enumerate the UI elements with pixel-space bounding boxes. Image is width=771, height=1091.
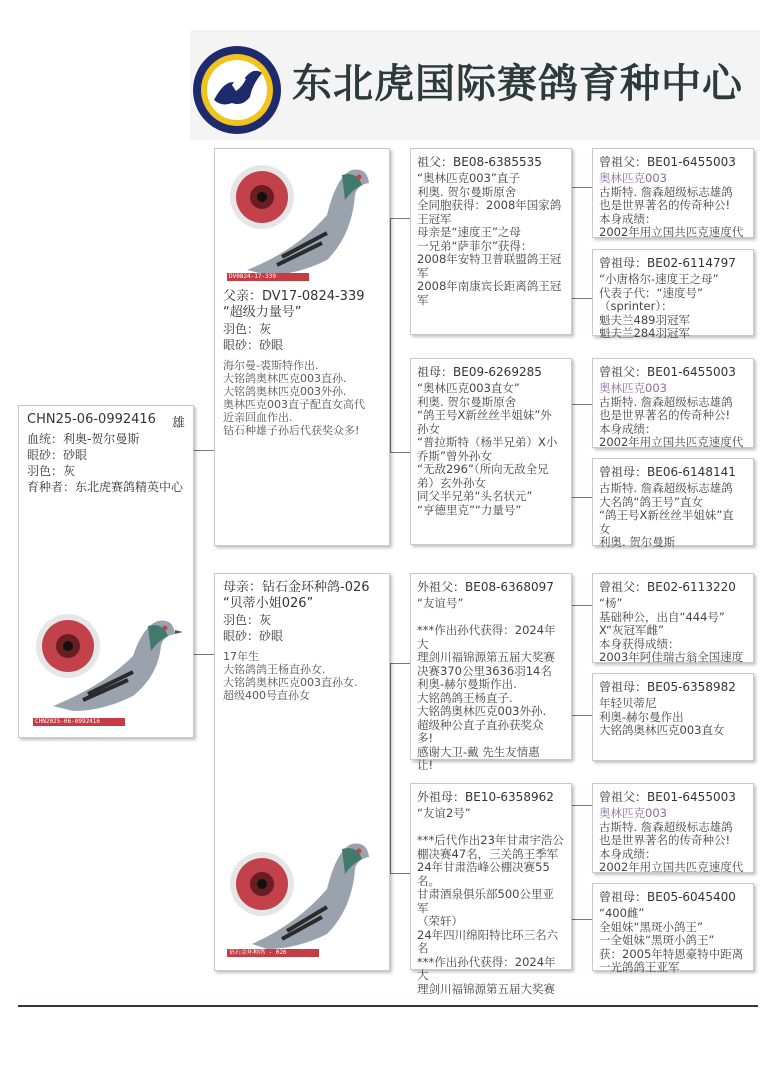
page-title: 东北虎国际赛鸽育种中心 bbox=[292, 61, 743, 107]
father-photo-caption: DV0824-17-339 bbox=[227, 273, 309, 281]
ggp-title: 曾祖母：BE05-6045400 bbox=[599, 890, 736, 904]
connector-line bbox=[390, 873, 410, 874]
subject-pigeon-photo bbox=[33, 596, 183, 721]
connector-line bbox=[390, 218, 410, 219]
connector-line bbox=[194, 654, 214, 655]
mother-pigeon-photo bbox=[227, 829, 377, 957]
ggp-title: 曾祖父：BE01-6455003 bbox=[599, 155, 736, 169]
connector-line bbox=[390, 663, 391, 873]
ggp-highlight: 奥林匹克003 bbox=[599, 171, 667, 185]
subject-card bbox=[18, 405, 194, 738]
gp-title: 祖父：BE08-6385535 bbox=[417, 155, 542, 169]
mother-title: 母亲：钻石金环种鸽-026 bbox=[223, 580, 370, 595]
gp-title: 外祖母：BE10-6358962 bbox=[417, 790, 554, 804]
connector-line bbox=[390, 218, 391, 452]
connector-line bbox=[572, 497, 592, 498]
grandmother-maternal-card bbox=[410, 783, 572, 996]
ggp-description: 年轻贝蒂尼 利奥-赫尔曼作出 大铭鸽奥林匹克003直女 bbox=[599, 696, 725, 737]
ggp-title: 曾祖母：BE06-6148141 bbox=[599, 465, 736, 479]
gp-description: “友谊2号” ***后代作出23年甘肃宇浩公 棚决赛47名，三关鸽王季军 24年甘肃浩峰公棚决赛55 名。 甘肃酒泉俱乐部500公里亚军 （荣轩） 24年四川绵阳特比环三名六 名 ***作出孙代获得：2024年大 理剑川福锦源第五届大奖赛 bbox=[417, 806, 564, 996]
father-card bbox=[214, 148, 390, 546]
gp-description: “友谊号” ***作出孙代获得：2024年大 理剑川福锦源第五届大奖赛 决赛370公里3636羽14名 利奥-赫尔曼斯作出. 大铭鸽鸽王杨直子. 大铭鸽奥林匹克003外孙. 超级种公直子直孙获奖众 多! 感谢大卫-戴 先生友情惠 让! bbox=[417, 596, 556, 772]
subject-eye: 眼砂：砂眼 bbox=[27, 448, 88, 462]
ggp-description: 古斯特. 詹森超级标志雄鸽 也是世界著名的传奇种公! 本身成绩： 2002年用立国共匹克速度代 bbox=[599, 819, 744, 874]
grandfather-paternal-card bbox=[410, 148, 572, 335]
ggp-highlight: 奥林匹克003 bbox=[599, 381, 667, 395]
great-grandparent-card bbox=[592, 783, 754, 873]
subject-breeder: 育种者：东北虎赛鸽精英中心 bbox=[27, 480, 184, 494]
connector-line bbox=[390, 663, 410, 664]
father-title: 父亲：DV17-0824-339 bbox=[223, 289, 365, 304]
great-grandparent-card bbox=[592, 573, 754, 663]
great-grandparent-card bbox=[592, 358, 754, 448]
ggp-description: “杨” 基础种公，出自“444号” X“灰冠军雌” 本身获得成绩： 2003年阿佳瑞古翁全国速度 bbox=[599, 596, 744, 664]
father-nickname: “超级力量号” bbox=[223, 305, 302, 320]
gp-title: 祖母：BE09-6269285 bbox=[417, 365, 542, 379]
grandfather-maternal-card bbox=[410, 573, 572, 772]
ggp-description: 古斯特. 詹森超级标志雄鸽 也是世界著名的传奇种公! 本身成绩： 2002年用立国共匹克速度代 bbox=[599, 394, 744, 449]
subject-ring: CHN25-06-0992416 bbox=[27, 412, 156, 427]
subject-bloodline: 血统：利奥-贺尔曼斯 bbox=[27, 432, 140, 446]
ggp-description: “400雌” 全姐妹“黑斑小鸽王” 一全姐妹“黑斑小鸽王” 获：2005年特恩豪特中距离 一光鸽鸽王亚军 bbox=[599, 906, 744, 974]
gp-title: 外祖父：BE08-6368097 bbox=[417, 580, 554, 594]
ggp-description: 古斯特. 詹森超级标志雄鸽 大名鸽“鸽王号”直女 “鸽王号X新丝丝半姐妹”直 女 利奥. 贺尔曼斯 bbox=[599, 481, 734, 549]
grandmother-paternal-card bbox=[410, 358, 572, 545]
connector-line bbox=[572, 919, 592, 920]
great-grandparent-card bbox=[592, 148, 754, 238]
subject-color: 羽色：灰 bbox=[27, 464, 76, 478]
ggp-title: 曾祖母：BE05-6358982 bbox=[599, 680, 736, 694]
gp-description: “奥林匹克003”直子 利奥. 贺尔曼斯原舍 全同胞获得：2008年国家鸽 王冠军 母亲是“速度王”之母 一兄弟“萨菲尔”获得： 2008年安特卫普联盟鸽王冠 军 2008年南康宾长距离鸽王冠 军 bbox=[417, 171, 562, 307]
mother-color: 羽色：灰 bbox=[223, 613, 272, 627]
great-grandparent-card bbox=[592, 249, 754, 340]
connector-line bbox=[572, 605, 592, 606]
great-grandparent-card bbox=[592, 673, 754, 761]
mother-nickname: “贝蒂小姐026” bbox=[223, 596, 314, 611]
ggp-title: 曾祖父：BE01-6455003 bbox=[599, 365, 736, 379]
mother-photo-caption: 钻石金环种鸽 - 026 bbox=[227, 949, 319, 957]
ggp-title: 曾祖母：BE02-6114797 bbox=[599, 256, 736, 270]
great-grandparent-card bbox=[592, 458, 754, 549]
connector-line bbox=[572, 805, 592, 806]
ggp-highlight: 奥林匹克003 bbox=[599, 806, 667, 820]
connector-line bbox=[572, 404, 592, 405]
footer-divider bbox=[18, 1005, 758, 1007]
father-color: 羽色：灰 bbox=[223, 322, 272, 336]
father-eye: 眼砂：砂眼 bbox=[223, 338, 284, 352]
ggp-title: 曾祖父：BE02-6113220 bbox=[599, 580, 736, 594]
ggp-title: 曾祖父：BE01-6455003 bbox=[599, 790, 736, 804]
mother-eye: 眼砂：砂眼 bbox=[223, 629, 284, 643]
ggp-description: 古斯特. 詹森超级标志雄鸽 也是世界著名的传奇种公! 本身成绩： 2002年用立国共匹克速度代 bbox=[599, 184, 744, 239]
subject-photo-caption: CHN2025-06-0992416 bbox=[33, 718, 125, 726]
father-pigeon-photo bbox=[227, 155, 377, 283]
gp-description: “奥林匹克003直女” 利奥. 贺尔曼斯原舍 “鸽王号X新丝丝半姐妹”外 孙女 “普拉斯特（杨半兄弟）X小 乔斯”曾外孙女 “无敌296”（所向无敌全兄 弟）玄外孙女 同父半兄弟“头名状元” “亨德里克”“力量号” bbox=[417, 381, 558, 517]
connector-line bbox=[572, 298, 592, 299]
connector-line bbox=[390, 452, 410, 453]
subject-sex: 雄 bbox=[171, 416, 185, 431]
connector-line bbox=[194, 450, 214, 451]
father-description: 海尔曼-裘斯特作出. 大铭鸽奥林匹克003直孙. 大铭鸽奥林匹克003外孙. 奥林匹克003直子配直女高代 近亲回血作出. 钻石种雄子孙后代获奖众多! bbox=[223, 359, 365, 437]
mother-description: 17年生 大铭鸽鸽王杨直孙女. 大铭鸽奥林匹克003直孙女. 超级400号直孙女 bbox=[223, 650, 358, 702]
connector-line bbox=[572, 715, 592, 716]
mother-card bbox=[214, 573, 390, 971]
connector-line bbox=[572, 187, 592, 188]
great-grandparent-card bbox=[592, 883, 754, 974]
ggp-description: “小唐格尔-速度王之母” 代表子代：“速度号” （sprinter）： 魁夫兰489羽冠军 魁夫兰284羽冠军 bbox=[599, 272, 719, 340]
tiger-logo-icon bbox=[192, 45, 282, 135]
